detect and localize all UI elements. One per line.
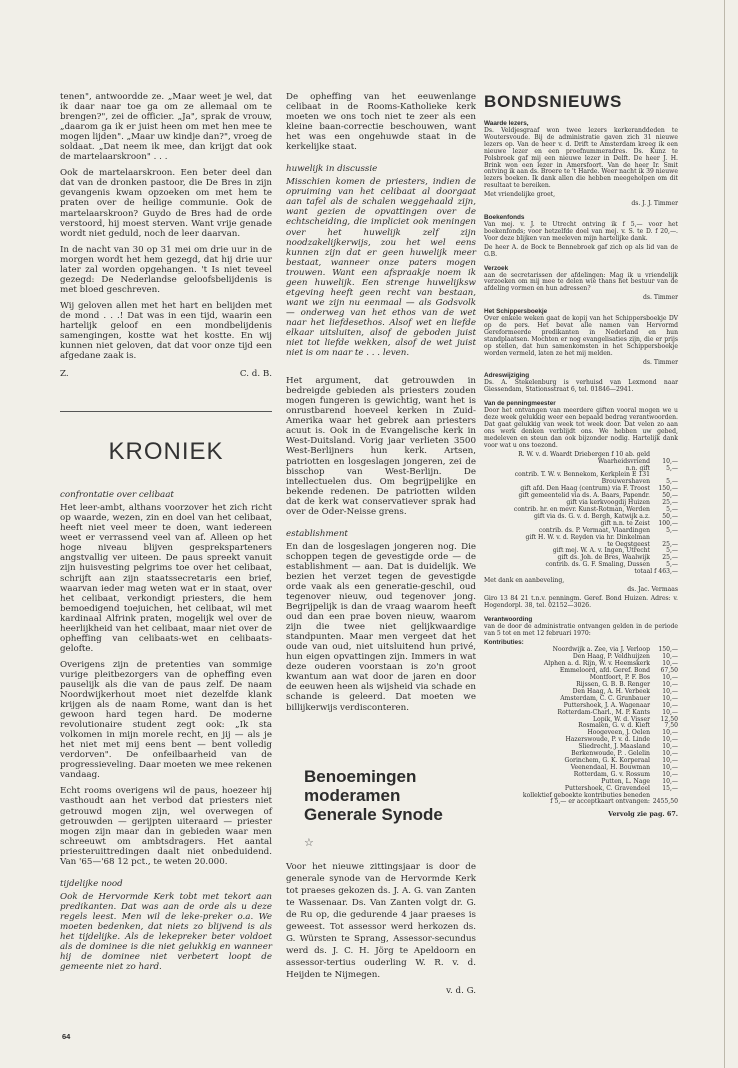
article-paragraph: Het argument, dat getrouwden in bedreigde gebieden als priesters zouden mogen fungeren is gewichtig, want het is onrustbarend hoeveel kerken in Zuid-Amerika waar het gebrek aan priesters acuut is. Ook in de Evangelische kerk in West-Duitsland. Vorig jaar verlieten 3500 West-Berlijners hun kerk. Artsen, patriotten en losgeslagen jongeren, zei de bisschop van West-Berlijn. De intellectuelen dus. Om begrijpelijke en bekende redenen. De patriotten wilden dat de kerk wat conservatiever sprak had over de Oder-Neisse grens. <box>286 376 476 517</box>
kroniek-heading: KRONIEK <box>108 438 224 466</box>
ledger-amount: 10,— <box>662 653 678 661</box>
ledger-name: contrib. T. W. v. Bennekom, Kerkplein E 131 <box>514 471 650 479</box>
news-paragraph: aan de secretarissen der afdelingen: Mag ik u vriendelijk verzoeken om mij mee te delen wie thans het bestuur van de afdeling vormen en hun adressen? <box>484 271 678 293</box>
right-column <box>484 92 678 818</box>
ledger-name: Brouwershaven <box>601 478 650 486</box>
ledger-amount: 5,— <box>666 478 678 486</box>
ledger-name: gift gemeentelid via ds. A. Baars, Papendr. <box>518 492 650 500</box>
ledger-amount: 25,— <box>662 540 678 548</box>
article-paragraph: En dan de losgeslagen jongeren nog. Die schoppen tegen de gevestigde orde — de establishment — aan. Dat is duidelijk. We bezien het verzet tegen de gevestigde orde vaak als een generatie-geschil, oud tegenover nieuw, oud tegenover jong. Begrijpelijk is dan de vraag waarom heeft oud dan een prae boven nieuw, waarom zijn die twee niet gelijkwaardige standpunten. Maar men vergeet dat het oude van oud, niet uitsluitend hun privé, hun eigen opvattingen zijn. Immers in wat deze ouderen voorstaan is zo'n groot kwantum aan wat door de jaren en door de eeuwen heen als wijsheid via schade en schande is geleerd. Dat moeten we billijkerwijs verdisconteren. <box>286 541 476 713</box>
ledger-amount: 10,— <box>662 708 678 716</box>
subheading-establishment: establishment <box>286 528 348 539</box>
ledger-amount: 5,— <box>666 547 678 555</box>
ledger-name: Waarheidsvriend <box>597 457 650 465</box>
signature-row <box>60 369 272 379</box>
article-paragraph: Het leer-ambt, althans voorzover het zich richt op waarde, wezen, zin en doel van het celibaat, heeft niet veel meer te doen, want iedereen weet er verrassend veel van af. Alleen op het hoge niveau blijven gespreksparteners angstvallig ver uiteen. De paus spreekt vanuit zijn huisvesting pelgrims toe over het celibaat, schrijft aan zijn staatssecretaris een brief, waarvan ieder mag weten wat er in staat, over het celibaat, verkondigt priesters, die hem bemoedigend toejuichen, het celibaat, wil met kardinaal Alfrink praten, mogelijk wel over de heerlijkheid van het celibaat, maar niet over de opheffing van celibaats-wet en celibaats-gelofte. <box>60 503 272 654</box>
news-paragraph: Door het ontvangen van meerdere giften vooral mogen we u deze week gelukkig weer een bepaald bedrag verantwoorden. Dat gaat gelukkig van week tot week door. Dat velen zo aan ons werk denken verblijdt ons. We hebben uw gebed, medeleven en steun dan ook bijzonder nodig. Hartelijk dank voor wat u ons toezond. <box>484 407 678 449</box>
ledger-amount: 5,— <box>666 526 678 534</box>
ledger-amount: 10,— <box>662 736 678 744</box>
signature-right: C. d. B. <box>239 369 272 380</box>
news-signature: ds. Timmer <box>643 358 678 366</box>
adreswijziging-heading: Adreswijziging <box>484 372 530 380</box>
ledger-name: Amsterdam, C. C. Grunbauer <box>560 694 650 702</box>
ledger-amount: 10,— <box>662 660 678 668</box>
news-signature: ds. J. J. Timmer <box>631 200 678 208</box>
ledger-amount: 10,— <box>662 687 678 695</box>
ledger-name: Lopik, W. d. Visser <box>593 715 650 723</box>
ledger-name: gift via ds. G. v. d. Bergh, Katwijk a.z. <box>534 512 650 520</box>
section-divider <box>60 411 272 412</box>
kontributies-heading: Kontributies: <box>484 639 524 647</box>
ledger-amount: 7,50 <box>664 722 678 730</box>
signature-left: Z. <box>60 369 69 380</box>
news-paragraph: De heer A. de Bock te Bennebroek gaf zich op als lid van de G.B. <box>484 243 678 258</box>
article-paragraph: Ook de Hervormde Kerk tobt met tekort aan predikanten. Dat was aan de orde als u deze regels leest. Men wil de leke-preker o.a. We moeten bedenken, dat niets zo blijvend is als het tijdelijke. Als de lekepreker beter voldoet als de dominee is die niet gelukkig en wanneer hij de dominee niet verbetert loopt de gemeente niet zo hard. <box>60 891 272 973</box>
giro-line: Giro 13 84 21 t.n.v. penningm. Geref. Bond Huizen. Adres: v. Hogendorpl. 38, tel. 02152—3026. <box>484 594 678 609</box>
ledger-amount: 150,— <box>658 485 678 493</box>
ledger-name: Berkenwoude, P. . Gelelin <box>571 750 650 758</box>
subheading-huwelijk: huwelijk in discussie <box>286 164 378 175</box>
ledger-name: gift via kerkvoogdij Huizen <box>566 499 650 507</box>
ledger-amount: 5,— <box>666 561 678 569</box>
ledger-amount: 10,— <box>662 457 678 465</box>
ledger-name: Puttershoek, J. A. Wagenaar <box>563 701 650 709</box>
ledger-name: te Oegstgeest <box>607 540 650 548</box>
news-paragraph: Van mej. v. J. te Utrecht ontving ik f 5,— voor het boekenfonds; voor hetzelfde doel van mej. v. S. te D. f 20,—. Voor deze blijken van meeleven mijn hartelijke dank. <box>484 220 678 242</box>
ledger-amount: 10,— <box>662 681 678 688</box>
ledger-name: contrib. hr. en mevr. Kunst-Rotman, Werden <box>513 505 650 513</box>
news-paragraph: Over enkele weken gaat de kopij van het Schippersboekje DV op de pers. Het bevat alle namen van Hervormd Gereformeerde predikanten in Nederland en hun standplaatsen. Mochten er nog evangelisaties zijn, die er prijs op stellen, dat hun samenkomsten in het Schippersboekje worden vermeld, laten ze het mij melden. <box>484 315 678 357</box>
waarde-heading: Waarde lezers, <box>484 120 529 127</box>
ledger-amount: 10,— <box>662 756 678 764</box>
page-number: 64 <box>62 1032 71 1041</box>
verzoek-heading: Verzoek <box>484 264 509 272</box>
ledger-name: contrib. ds. P. Vermaat, Vlaardingen <box>538 526 650 534</box>
schippersboekje-heading: Het Schippersboekje <box>484 308 548 316</box>
ledger-amount: 10,— <box>662 763 678 771</box>
ledger-amount: 10,— <box>662 770 678 778</box>
article-paragraph: Echt rooms overigens wil de paus, hoezeer hij vasthoudt aan het verbod dat priesters niet getrouwd mogen zijn, wel overwegen of getrouwden — gerijpten uiteraard — priester mogen zijn maar dan in gebieden waar men schreeuwt om ambtsdragers. Het aantal priesteruittredingen daalt niet onbeduidend. Van '65—'68 12 pct., te weten 20.000. <box>60 786 272 867</box>
star-ornament-icon: ☆ <box>304 835 314 849</box>
ledger-name: n.n. gift <box>625 464 650 472</box>
ledger-name: Puttershoek, C. Gravendeel <box>564 784 650 792</box>
author-sign: v. d. G. <box>446 985 476 996</box>
news-paragraph: Met vriendelijke groet, <box>484 191 556 199</box>
ledger-name: gift H. W. v. d. Reyden via hr. Dinkelman <box>525 533 650 541</box>
ledger-amount: 50,— <box>662 512 678 520</box>
ledger-name: kollektief geboekte kontributies beneden <box>522 791 650 799</box>
ledger-amount: 10,— <box>662 694 678 702</box>
ledger-amount: 10,— <box>662 674 678 682</box>
ledger-name: Noordwijk a. Zee, via J. Verloop <box>552 646 650 654</box>
ledger-name: Rosmalen, G. v. d. Kieft <box>578 722 650 730</box>
continued-note: Vervolg zie pag. 67. <box>608 810 678 819</box>
ledger-name: Putten, L. Nage <box>601 777 650 785</box>
article-paragraph: De opheffing van het eeuwenlange celibaat in de Rooms-Katholieke kerk moeten we ons toch niet te zeer als een kleine baan-correctie beschouwen, want het was een ongehuwde staat in de kerkelijke staat. <box>286 92 476 153</box>
ledger-amount: 100,— <box>658 519 678 527</box>
totaal-line: totaal f 463,— <box>634 568 678 576</box>
subheading-nood: tijdelijke nood <box>60 878 123 889</box>
penning-list <box>484 452 678 569</box>
penningmeester-heading: Van de penningmeester <box>484 400 556 408</box>
ledger-amount: 10,— <box>662 743 678 751</box>
intro-paragraph: Wij geloven allen met het hart en belijden met de mond . . .! Dat was in een tijd, waarin een hartelijk geloof en een mondbelijdenis samengingen, kostte wat het kostte. En wij kunnen niet geloven, dat dat voor onze tijd een afgedane zaak is. <box>60 300 272 362</box>
ledger-name: Emmeloord, afd. Geref. Bond <box>559 667 650 675</box>
ledger-name: Rotterdam, G. v. Rossum <box>573 770 650 778</box>
ledger-name: Hazerswoude, P. v. d. Linde <box>565 736 650 744</box>
news-paragraph: Met dank en aanbeveling, <box>484 577 565 585</box>
ledger-name: contrib. ds. G. F. Smaling, Dussen <box>545 561 650 569</box>
ledger-name: gift n.n. te Zeist <box>600 519 650 527</box>
subheading-celibaat: confrontatie over celibaat <box>60 490 174 501</box>
ledger-amount: 5,— <box>666 505 678 513</box>
ledger-amount: 10,— <box>662 729 678 737</box>
ledger-amount: 50,— <box>662 492 678 500</box>
ledger-name: gift ds. Joh. de Bres, Waalwijk <box>557 554 650 562</box>
ledger-amount: 25,— <box>662 554 678 562</box>
news-paragraph: Ds. A. Stekelenburg is verhuisd van Lexmond naar Giessendam, Stationsstraat 6, tel. 01846—2941. <box>484 379 678 394</box>
boekenfonds-heading: Boekenfonds <box>484 213 525 221</box>
news-paragraph: van de door de administratie ontvangen gelden in de periode van 5 tot en met 12 februari 1970: <box>484 622 678 637</box>
ledger-name: Hoogeveen, J. Oelen <box>587 729 650 737</box>
ledger-amount: 10,— <box>662 777 678 785</box>
ledger-name: Den Haag, P. Veldhuijzen <box>572 653 650 661</box>
ledger-name: Rotterdam-Charl., M. P. Kants <box>557 708 650 716</box>
ledger-amount: 10,— <box>662 750 678 758</box>
ledger-amount: 5,— <box>666 464 678 472</box>
article-paragraph: Misschien komen de priesters, indien de opruiming van het celibaat al doorgaat aan tafel als de schalen weggehaald zijn, want gezien de opvattingen over de echtscheiding, die impliciet ook meningen over het huwelijk zelf zijn noodzakelijkerwijs, zou het wel eens kunnen zijn dat er geen huwelijk meer bestaat, wanneer onze paters mogen trouwen. Want een afspraakje noem ik geen huwelijk. Een strenge huwelijksw etgeving heeft geen recht van bestaan, want we zijn nu eenmaal — als Godsvolk — onderweg van het ethos van de wet naar het liefdesethos. Alsof wet en liefde elkaar uitsluiten, alsof de geboden juist niet tot liefde wekken, alsof de wet juist niet is om naar te . . . leven. <box>286 177 476 359</box>
kontrib-list <box>484 647 678 806</box>
left-column <box>60 92 272 978</box>
article-paragraph: Overigens zijn de pretenties van sommige vurige pleitbezorgers van de opheffing even pauselijk als die van de paus zelf. De naam Noordwijkerhout moet niet dezelfde klank krijgen als de naam Rome, want dan is het gewoon hard tegen hard. De moderne revolutionaire student zegt ook: „Ik sta volkomen in mijn morele recht, en jij — als je het niet met mij eens bent — bent volledig verdorven". De onfeilbaarheid van de progressieveling. Daar moeten we mee rekenen vandaag. <box>60 659 272 781</box>
verantwoording-heading: Verantwoording <box>484 615 533 623</box>
ledger-name: Rijssen, G. B. B. Renger <box>576 681 650 688</box>
ledger-amount: 2455,50 <box>652 798 678 806</box>
ledger-amount: 25,— <box>662 499 678 507</box>
article-paragraph: Voor het nieuwe zittingsjaar is door de generale synode van de Hervormde Kerk tot praeses gekozen ds. J. A. G. van Zanten te Wassenaar. Ds. Van Zanten volgt dr. G. de Ru op, die gedurende 4 jaar praeses is geweest. Tot assessor werd herkozen ds. G. Würsten te Sprang, Assessor-secundus werd ds. J. C. H. Jörg te Apeldoorn en assessor-tertius ouderling W. R. v. d. Heijden te Nijmegen. <box>286 861 476 981</box>
news-signature: ds. Jac. Vermaas <box>627 585 678 593</box>
ledger-name: gift mej. W. A. v. Ingen, Utrecht <box>552 547 650 555</box>
ledger-name: gift afd. Den Haag (centrum) via F. Troost <box>520 485 650 493</box>
intro-paragraph: Ook de martelaarskroon. Een beter deel dan dat van de dronken pastoor, die De Bres in zijn gevangenis kwam opzoeken om met hem te praten over de heilige communie. Ook de martelaarskroon? Guydo de Bres had de orde verstoord, hij moest sterven. Want vrije genade wordt niet geduld, noch de leer daarvan. <box>60 168 272 239</box>
ledger-amount: 12,50 <box>660 715 678 723</box>
ledger-amount: 10,— <box>662 701 678 709</box>
ledger-amount: 15,— <box>662 784 678 792</box>
news-paragraph: Ds. Veldjesgraaf won twee lezers kerkeranddeden te Woutersvoude. Bij de administratie gaven zich 31 nieuwe lezers op. Van de heer v. d. Drift te Amsterdam kreeg ik een nieuwe lezer en een proefnummeradres. Ds. Kunz te Polsbroek gaf mij een nieuwe lezer in Delft. De heer J. H. Brink won een lezer in Amersfoort. Van de heer Ir. Smit ontving ik aan ds. Broere te 't Harde. Weer nacht ik 39 nieuwe lezers boeken. Ik dank allen die hebben meegeholpen om dit resultaat te bereiken. <box>484 127 678 190</box>
ledger-row <box>484 799 678 806</box>
ledger-name: Alphen a. d. Rijn, W. v. Heemskerk <box>543 660 650 668</box>
magazine-page <box>60 92 678 1022</box>
ledger-name: Den Haag, A. H. Verbeek <box>572 687 650 695</box>
ledger-name: Sliedrecht, J. Maasland <box>578 743 650 751</box>
intro-paragraph: tenen", antwoordde ze. „Maar weet je wel, dat ik daar naar toe ga om ze allemaal om te brengen?", zei de officier. „Ja", sprak de vrouw, „daarom ga ik er juist heen om met hen mee te mogen lijden". „Maar uw kindje dan?", vroeg de soldaat. „Dat neem ik mee, dan krijgt dat ook de martelaarskroon" . . . <box>60 92 272 163</box>
ledger-amount: 150,— <box>658 646 678 654</box>
middle-column <box>286 92 476 996</box>
synode-headline: Benoemingen moderamen Generale Synode <box>304 766 443 824</box>
ledger-name: f 5,— er acceptkaart ontvangen: <box>550 798 650 806</box>
news-signature: ds. Timmer <box>643 294 678 302</box>
bondsnieuws-heading: BONDSNIEUWS <box>484 92 623 111</box>
ledger-name: R. W. v. d. Waardt Driebergen f 10 ab. geld <box>518 450 650 458</box>
ledger-name: Montfoort, P. F. Bos <box>589 674 650 682</box>
ledger-name: Gorinchem, G. K. Korperaal <box>564 756 650 764</box>
ledger-amount: 67,50 <box>660 667 678 675</box>
ledger-name: Veenendaal, H. Bouwman <box>570 763 650 771</box>
page-edge-line <box>724 0 725 1068</box>
intro-paragraph: In de nacht van 30 op 31 mei om drie uur in de morgen wordt het hem gezegd, dat hij drie uur later zal worden opgehangen. 't Is niet teveel gezegd: De Nederlandse geloofsbelijdenis is met bloed geschreven. <box>60 244 272 295</box>
